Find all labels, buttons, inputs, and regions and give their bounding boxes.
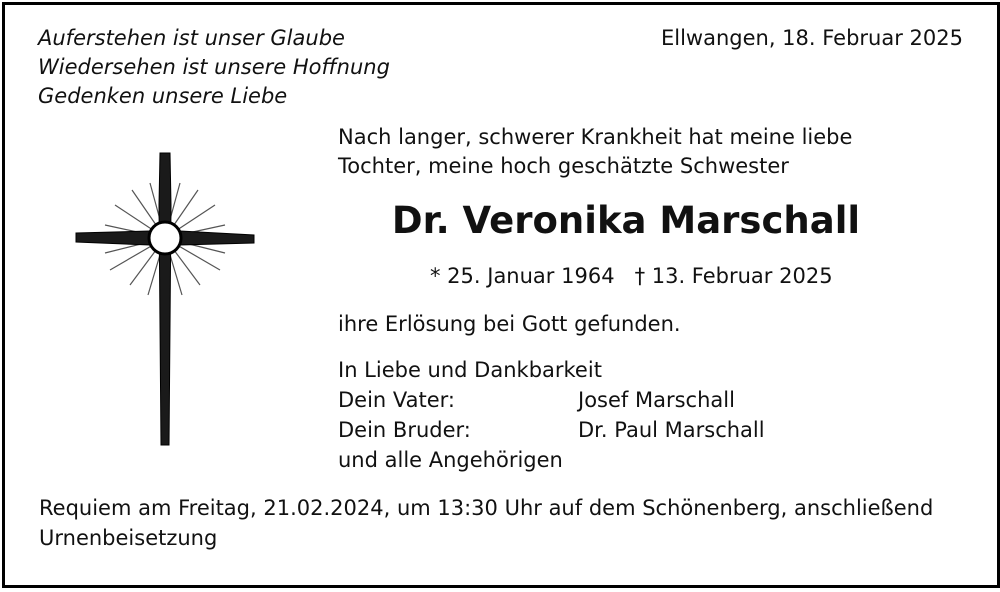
others-line: und alle Angehörigen bbox=[338, 448, 563, 472]
intro-line-1: Nach langer, schwerer Krankheit hat meine liebe bbox=[338, 125, 853, 149]
mourner-relation: Dein Vater: bbox=[338, 388, 456, 412]
birth-date: * 25. Januar 1964 bbox=[430, 264, 615, 288]
deceased-name: Dr. Veronika Marschall bbox=[391, 199, 861, 242]
requiem-line-2: Urnenbeisetzung bbox=[39, 526, 218, 550]
mourner-name: Dr. Paul Marschall bbox=[578, 418, 765, 442]
death-date: † 13. Februar 2025 bbox=[634, 264, 833, 288]
motto-line-3: Gedenken unsere Liebe bbox=[38, 84, 288, 108]
requiem-line-1: Requiem am Freitag, 21.02.2024, um 13:30 Uhr auf dem Schönenberg, anschließend bbox=[39, 496, 934, 520]
place-date: Ellwangen, 18. Februar 2025 bbox=[660, 26, 963, 50]
intro-line-2: Tochter, meine hoch geschätzte Schwester bbox=[338, 154, 789, 178]
motto-line-1: Auferstehen ist unser Glaube bbox=[38, 26, 345, 50]
closing-line: In Liebe und Dankbarkeit bbox=[338, 358, 602, 382]
motto-line-2: Wiedersehen ist unsere Hoffnung bbox=[38, 55, 390, 79]
mourner-name: Josef Marschall bbox=[578, 388, 735, 412]
mourner-relation: Dein Bruder: bbox=[338, 418, 471, 442]
life-dates bbox=[430, 264, 833, 288]
radiant-cross-icon bbox=[70, 145, 260, 455]
message-line: ihre Erlösung bei Gott gefunden. bbox=[338, 312, 681, 336]
